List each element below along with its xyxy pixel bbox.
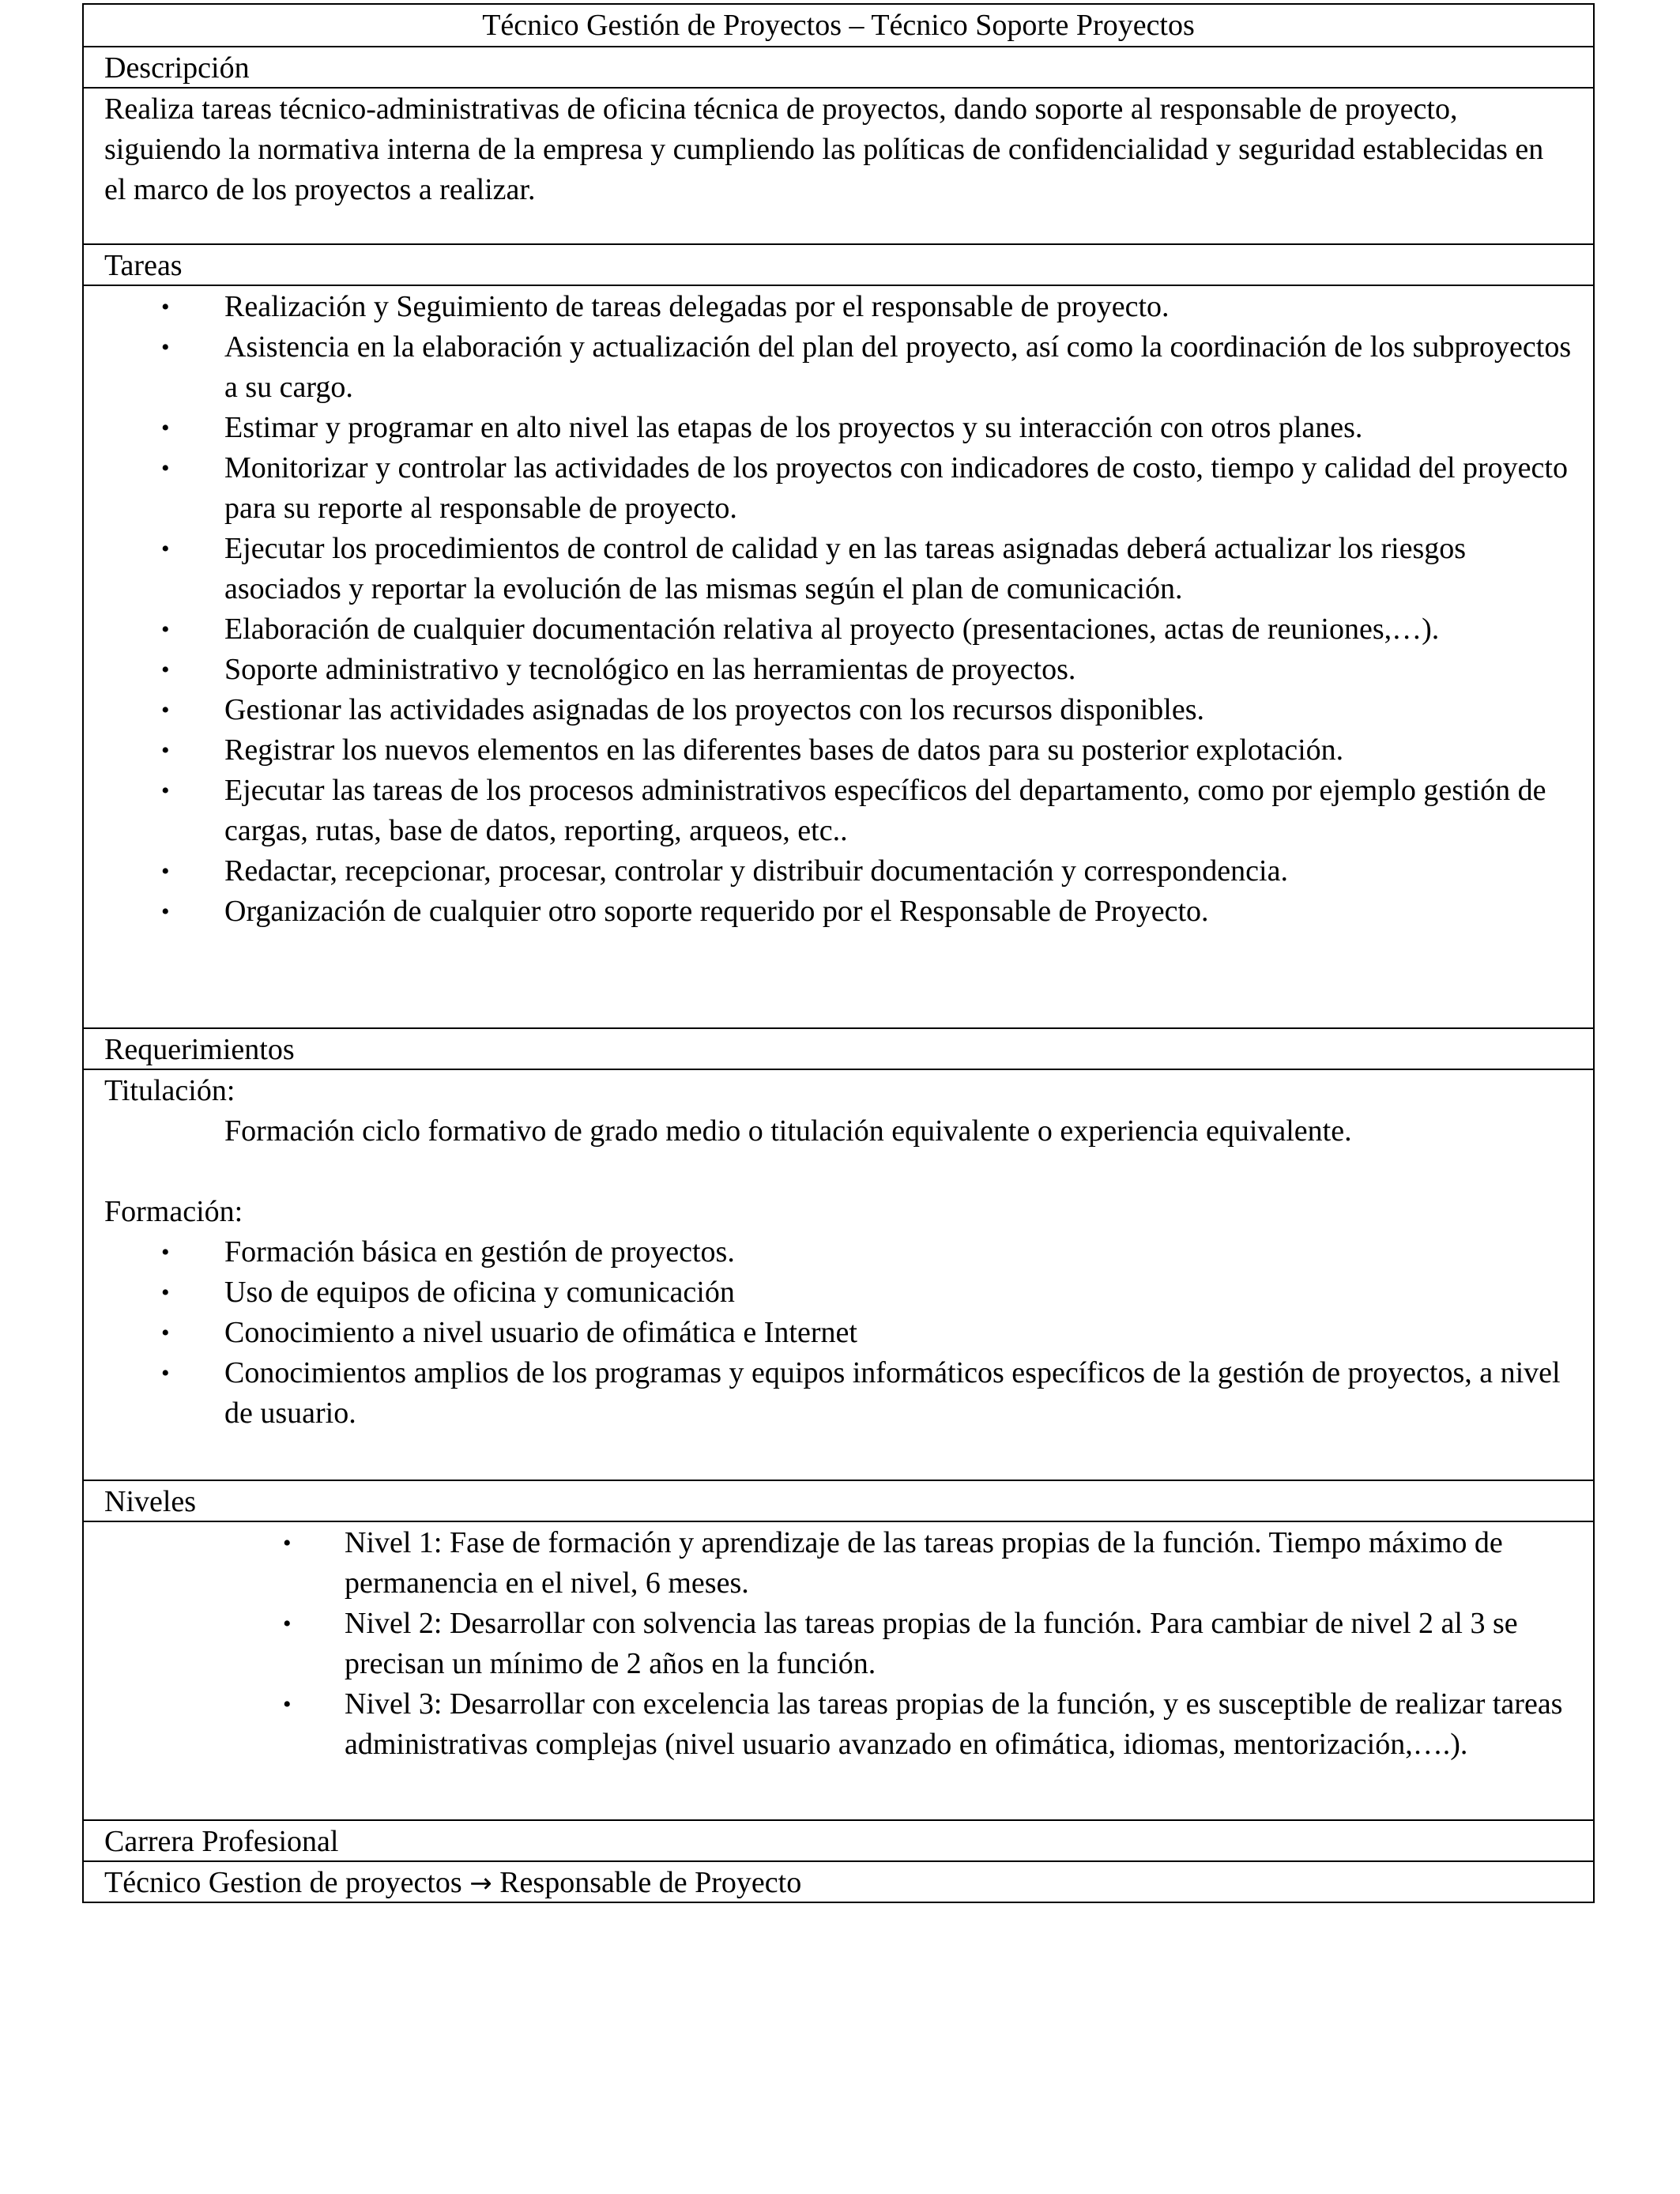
bullet-icon: •	[161, 1239, 170, 1265]
list-item: • Conocimiento a nivel usuario de ofimática e Internet	[104, 1313, 1573, 1353]
bullet-icon: •	[283, 1530, 292, 1556]
niveles-header: Niveles	[104, 1485, 197, 1518]
carrera-body	[84, 1860, 1593, 1902]
document-title-row	[84, 5, 1593, 46]
bullet-icon: •	[283, 1691, 292, 1717]
bullet-icon: •	[161, 858, 170, 884]
bullet-icon: •	[161, 1320, 170, 1346]
bullet-icon: •	[161, 1280, 170, 1306]
list-item: • Asistencia en la elaboración y actualización del plan del proyecto, así como la coordinación de los subproyectos a su cargo.	[104, 327, 1573, 408]
list-item: • Conocimientos amplios de los programas y equipos informáticos específicos de la gestión de proyectos, a nivel de usuario.	[104, 1353, 1573, 1434]
bullet-icon: •	[161, 536, 170, 562]
tareas-header-row	[84, 243, 1593, 285]
formacion-list	[104, 1232, 1573, 1434]
descripcion-body	[84, 87, 1593, 243]
niveles-header-row	[84, 1480, 1593, 1521]
list-item: • Uso de equipos de oficina y comunicación	[104, 1272, 1573, 1313]
carrera-from: Técnico Gestion de proyectos	[104, 1866, 462, 1899]
job-description-table	[82, 3, 1595, 1903]
bullet-icon: •	[161, 697, 170, 723]
formacion-label: Formación:	[104, 1195, 243, 1228]
list-item: • Organización de cualquier otro soporte requerido por el Responsable de Proyecto.	[104, 892, 1573, 932]
niveles-list	[104, 1523, 1573, 1765]
bullet-icon: •	[161, 334, 170, 360]
list-item: • Registrar los nuevos elementos en las diferentes bases de datos para su posterior explotación.	[104, 730, 1573, 771]
bullet-icon: •	[161, 1360, 170, 1386]
bullet-icon: •	[161, 616, 170, 643]
list-item: • Nivel 2: Desarrollar con solvencia las tareas propias de la función. Para cambiar de nivel 2 al 3 se precisan un mínimo de 2 años en la función.	[104, 1604, 1573, 1684]
list-item: • Ejecutar los procedimientos de control de calidad y en las tareas asignadas deberá actualizar los riesgos asociados y reportar la evolución de las mismas según el plan de comunicación.	[104, 529, 1573, 609]
list-item: • Monitorizar y controlar las actividades de los proyectos con indicadores de costo, tiempo y calidad del proyecto para su reporte al responsable de proyecto.	[104, 448, 1573, 529]
list-item: • Soporte administrativo y tecnológico en las herramientas de proyectos.	[104, 650, 1573, 690]
descripcion-header-row	[84, 46, 1593, 87]
bullet-icon: •	[161, 737, 170, 763]
list-item: • Nivel 1: Fase de formación y aprendizaje de las tareas propias de la función. Tiempo máximo de permanencia en el nivel, 6 meses.	[104, 1523, 1573, 1604]
requerimientos-header: Requerimientos	[104, 1033, 295, 1066]
list-item: • Redactar, recepcionar, procesar, controlar y distribuir documentación y correspondencia.	[104, 851, 1573, 892]
carrera-to: Responsable de Proyecto	[499, 1866, 802, 1899]
list-item: • Ejecutar las tareas de los procesos administrativos específicos del departamento, como por ejemplo gestión de cargas, rutas, base de datos, reporting, arqueos, etc..	[104, 771, 1573, 851]
carrera-header-row	[84, 1819, 1593, 1860]
bullet-icon: •	[161, 294, 170, 320]
list-item: • Formación básica en gestión de proyectos.	[104, 1232, 1573, 1272]
list-item: • Elaboración de cualquier documentación relativa al proyecto (presentaciones, actas de reuniones,…).	[104, 609, 1573, 650]
niveles-body	[84, 1521, 1593, 1819]
requerimientos-body	[84, 1069, 1593, 1480]
list-item: • Estimar y programar en alto nivel las etapas de los proyectos y su interacción con otros planes.	[104, 408, 1573, 448]
arrow-right-icon: →	[469, 1868, 492, 1899]
document-title: Técnico Gestión de Proyectos – Técnico Soporte Proyectos	[482, 9, 1195, 42]
bullet-icon: •	[161, 657, 170, 683]
requerimientos-header-row	[84, 1027, 1593, 1069]
tareas-list	[104, 287, 1573, 932]
titulacion-label: Titulación:	[104, 1074, 235, 1107]
spacer	[104, 1152, 1573, 1192]
descripcion-header: Descripción	[104, 51, 250, 85]
bullet-icon: •	[161, 415, 170, 441]
titulacion-text: Formación ciclo formativo de grado medio o titulación equivalente o experiencia equivalente.	[224, 1114, 1352, 1148]
carrera-header: Carrera Profesional	[104, 1825, 339, 1858]
tareas-body	[84, 285, 1593, 1027]
bullet-icon: •	[161, 899, 170, 925]
list-item: • Realización y Seguimiento de tareas delegadas por el responsable de proyecto.	[104, 287, 1573, 327]
list-item: • Gestionar las actividades asignadas de los proyectos con los recursos disponibles.	[104, 690, 1573, 730]
bullet-icon: •	[161, 455, 170, 481]
bullet-icon: •	[283, 1611, 292, 1637]
list-item: • Nivel 3: Desarrollar con excelencia las tareas propias de la función, y es susceptible de realizar tareas administrativas complejas (nivel usuario avanzado en ofimática, idiomas, mentorización,….).	[104, 1684, 1573, 1765]
tareas-header: Tareas	[104, 249, 183, 282]
descripcion-text: Realiza tareas técnico-administrativas de oficina técnica de proyectos, dando soporte al responsable de proyecto, siguiendo la normativa interna de la empresa y cumpliendo las políticas de confidencialidad y seguridad establecidas en el marco de los proyectos a realizar.	[104, 92, 1544, 206]
bullet-icon: •	[161, 778, 170, 804]
